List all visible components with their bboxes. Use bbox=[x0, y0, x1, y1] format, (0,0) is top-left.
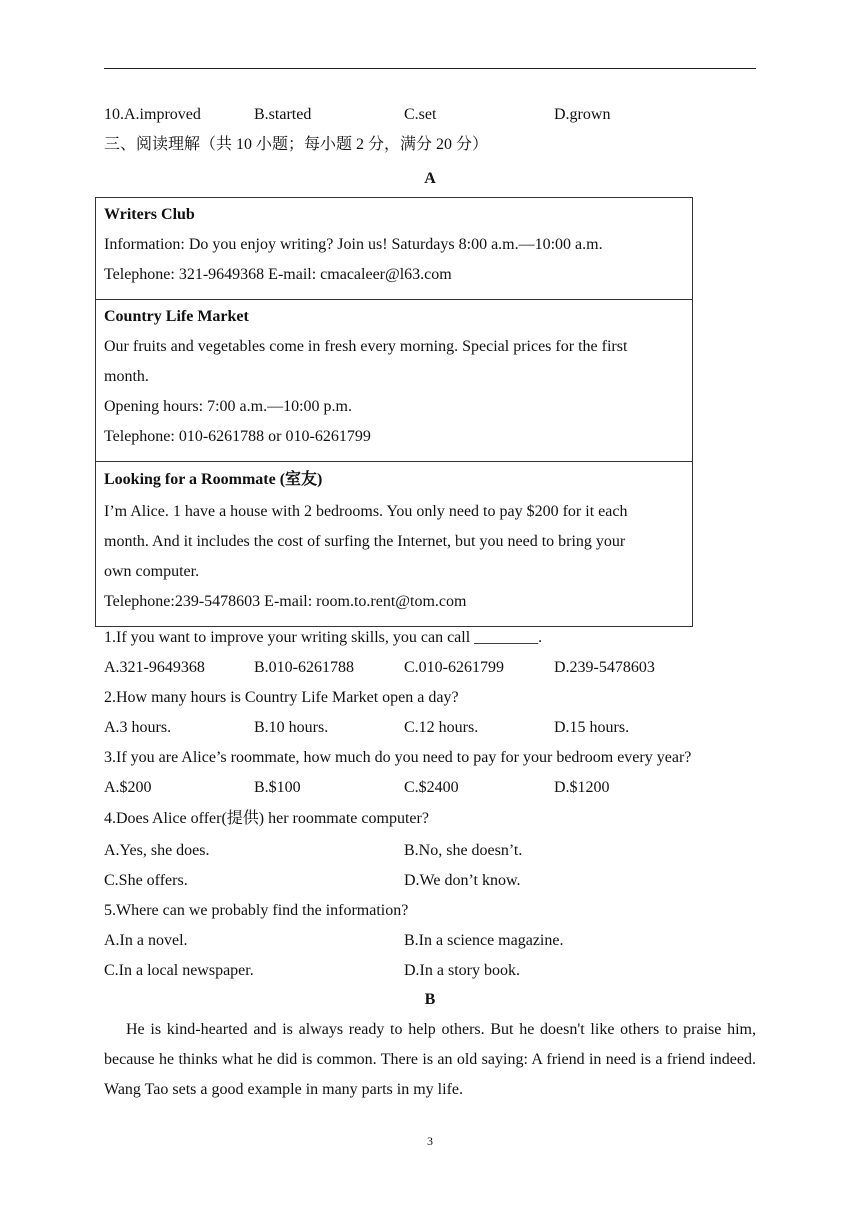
q2-option-c: C.12 hours. bbox=[404, 719, 479, 736]
roommate-text-3: own computer. bbox=[104, 563, 200, 580]
q10-option-c: C.set bbox=[404, 106, 437, 123]
writers-club-contact: Telephone: 321-9649368 E-mail: cmacaleer@l63.com bbox=[104, 266, 452, 283]
q10-option-b: B.started bbox=[254, 106, 312, 123]
market-hours: Opening hours: 7:00 a.m.—10:00 p.m. bbox=[104, 398, 352, 415]
roommate-text-1: I’m Alice. 1 have a house with 2 bedrooms. You only need to pay $200 for it each bbox=[104, 503, 628, 520]
writers-club-ad bbox=[95, 197, 693, 300]
passage-b-title: B bbox=[424, 991, 436, 1008]
question-1-stem: 1.If you want to improve your writing skills, you can call ________. bbox=[104, 629, 543, 646]
q1-option-c: C.010-6261799 bbox=[404, 659, 504, 676]
market-text-2: month. bbox=[104, 368, 149, 385]
q5-option-d: D.In a story book. bbox=[404, 962, 520, 979]
question-3-stem: 3.If you are Alice’s roommate, how much do you need to pay for your bedroom every year? bbox=[104, 749, 692, 766]
market-text-1: Our fruits and vegetables come in fresh every morning. Special prices for the first bbox=[104, 338, 628, 355]
q10-option-d: D.grown bbox=[554, 106, 611, 123]
q4-option-a: A.Yes, she does. bbox=[104, 842, 210, 859]
roommate-title: Looking for a Roommate (室友) bbox=[104, 471, 323, 488]
q5-option-b: B.In a science magazine. bbox=[404, 932, 564, 949]
q2-option-a: A.3 hours. bbox=[104, 719, 172, 736]
market-title: Country Life Market bbox=[104, 308, 249, 325]
question-4-stem: 4.Does Alice offer(提供) her roommate computer? bbox=[104, 810, 429, 827]
q4-option-d: D.We don’t know. bbox=[404, 872, 521, 889]
q2-option-b: B.10 hours. bbox=[254, 719, 329, 736]
roommate-ad bbox=[95, 461, 693, 627]
q1-option-b: B.010-6261788 bbox=[254, 659, 354, 676]
passage-b-paragraph: He is kind-hearted and is always ready to help others. But he doesn't like others to praise him, because he thinks what he did is common. There is an old saying: A friend in need is a friend indeed. Wang Tao sets a good example in many parts in my life. bbox=[104, 1021, 756, 1098]
header-rule bbox=[104, 68, 756, 69]
roommate-contact: Telephone:239-5478603 E-mail: room.to.rent@tom.com bbox=[104, 593, 467, 610]
q1-option-a: A.321-9649368 bbox=[104, 659, 205, 676]
q3-option-a: A.$200 bbox=[104, 779, 152, 796]
q4-option-c: C.She offers. bbox=[104, 872, 188, 889]
q5-option-a: A.In a novel. bbox=[104, 932, 188, 949]
question-5-stem: 5.Where can we probably find the information? bbox=[104, 902, 409, 919]
q2-option-d: D.15 hours. bbox=[554, 719, 630, 736]
country-life-market-ad bbox=[95, 299, 693, 462]
question-2-stem: 2.How many hours is Country Life Market open a day? bbox=[104, 689, 459, 706]
q3-option-b: B.$100 bbox=[254, 779, 301, 796]
passage-a-title: A bbox=[424, 170, 436, 187]
q3-option-c: C.$2400 bbox=[404, 779, 459, 796]
q1-option-d: D.239-5478603 bbox=[554, 659, 655, 676]
roommate-text-2: month. And it includes the cost of surfing the Internet, but you need to bring your bbox=[104, 533, 626, 550]
q3-option-d: D.$1200 bbox=[554, 779, 610, 796]
writers-club-title: Writers Club bbox=[104, 206, 195, 223]
page-number: 3 bbox=[427, 1134, 433, 1148]
section-heading: 三、阅读理解（共 10 小题；每小题 2 分，满分 20 分） bbox=[104, 136, 489, 153]
q4-option-b: B.No, she doesn’t. bbox=[404, 842, 523, 859]
market-telephone: Telephone: 010-6261788 or 010-6261799 bbox=[104, 428, 371, 445]
q5-option-c: C.In a local newspaper. bbox=[104, 962, 254, 979]
q10-option-a: 10.A.improved bbox=[104, 106, 201, 123]
writers-club-info: Information: Do you enjoy writing? Join us! Saturdays 8:00 a.m.—10:00 a.m. bbox=[104, 236, 603, 253]
